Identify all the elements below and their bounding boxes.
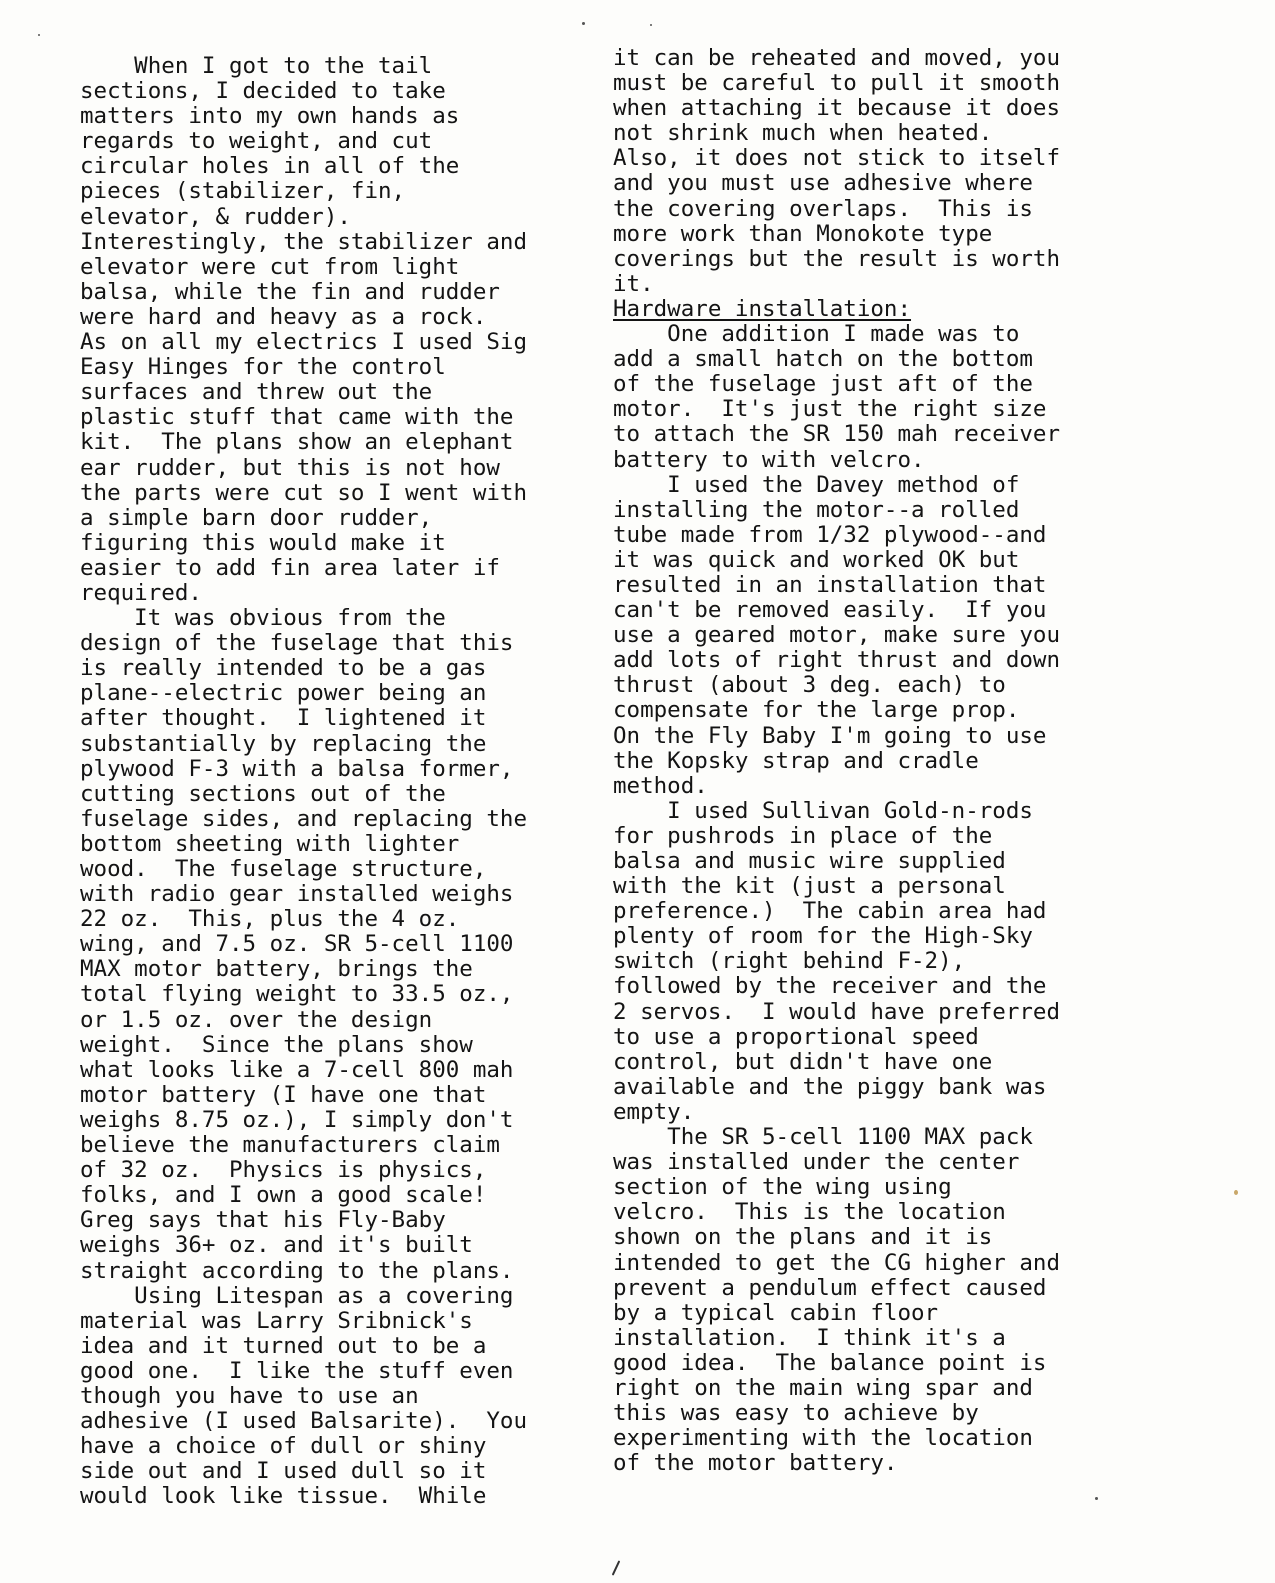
text-line: use a geared motor, make sure you [613,622,1061,649]
text-line: add lots of right thrust and down [613,647,1061,674]
text-line: MAX motor battery, brings the [80,956,473,983]
text-line: available and the piggy bank was [613,1073,1047,1100]
section-heading [613,297,1133,322]
text-line: Using Litespan as a covering [80,1282,514,1309]
text-line: sections, I decided to take [80,78,446,105]
scan-speck [1234,1190,1238,1195]
text-line: cutting sections out of the [80,780,446,807]
text-line: tube made from 1/32 plywood--and [613,521,1047,548]
text-line: plastic stuff that came with the [80,404,514,431]
right-text-column [613,46,1133,1476]
text-line: it. [613,270,654,297]
text-line: plenty of room for the High-Sky [613,923,1033,950]
text-line: total flying weight to 33.5 oz., [80,981,514,1008]
text-line: would look like tissue. While [80,1483,487,1510]
text-line: side out and I used dull so it [80,1458,487,1485]
text-line: matters into my own hands as [80,103,460,130]
text-line: this was easy to achieve by [613,1400,979,1427]
text-line: have a choice of dull or shiny [80,1433,487,1460]
text-line: can't be removed easily. If you [613,597,1047,624]
text-line: believe the manufacturers claim [80,1132,500,1159]
left-text-column [80,54,605,1509]
text-line: weight. Since the plans show [80,1031,473,1058]
text-line: elevator were cut from light [80,253,460,280]
scan-speck [1095,1497,1098,1500]
text-line: with the kit (just a personal [613,873,1006,900]
text-line: with radio gear installed weighs [80,881,514,908]
text-line: required. [80,579,202,606]
scan-speck [38,34,40,36]
text-line: 22 oz. This, plus the 4 oz. [80,906,460,933]
text-line: or 1.5 oz. over the design [80,1006,433,1033]
text-line: substantially by replacing the [80,730,487,757]
text-line: straight according to the plans. [80,1257,514,1284]
text-line: more work than Monokote type [613,220,993,247]
text-line: kit. The plans show an elephant [80,429,514,456]
text-line: for pushrods in place of the [613,822,993,849]
text-line: 2 servos. I would have preferred [613,998,1061,1025]
text-line: fuselage sides, and replacing the [80,805,528,832]
text-line: not shrink much when heated. [613,120,993,147]
text-line: resulted in an installation that [613,571,1047,598]
text-line: control, but didn't have one [613,1048,993,1075]
text-line: motor. It's just the right size [613,396,1047,423]
text-line: to use a proportional speed [613,1023,979,1050]
text-line: folks, and I own a good scale! [80,1182,487,1209]
text-line: Easy Hinges for the control [80,354,446,381]
text-line: weighs 8.75 oz.), I simply don't [80,1106,514,1133]
text-line: after thought. I lightened it [80,705,487,732]
text-line: of the motor battery. [613,1450,898,1477]
text-line: I used Sullivan Gold-n-rods [613,797,1033,824]
text-line: right on the main wing spar and [613,1374,1033,1401]
text-line: elevator, & rudder). [80,203,351,230]
text-line: installation. I think it's a [613,1324,1006,1351]
text-line: of 32 oz. Physics is physics, [80,1157,487,1184]
text-line: intended to get the CG higher and [613,1249,1061,1276]
text-line: design of the fuselage that this [80,630,514,657]
text-line: and you must use adhesive where [613,170,1033,197]
text-line: I used the Davey method of [613,471,1020,498]
text-line: wood. The fuselage structure, [80,856,487,882]
scan-speck [612,1560,621,1575]
text-line: it can be reheated and moved, you [613,45,1061,71]
text-line: bottom sheeting with lighter [80,830,460,857]
text-line: the Kopsky strap and cradle [613,747,979,774]
text-line: When I got to the tail [80,53,433,79]
text-line: pieces (stabilizer, fin, [80,178,406,205]
text-line: were hard and heavy as a rock. [80,303,487,330]
text-line: Greg says that his Fly-Baby [80,1207,446,1234]
text-line: weighs 36+ oz. and it's built [80,1232,473,1259]
text-line: One addition I made was to [613,321,1020,348]
text-line: Also, it does not stick to itself [613,145,1061,172]
text-line: velcro. This is the location [613,1199,1006,1226]
text-line: ear rudder, but this is not how [80,454,500,481]
text-line: easier to add fin area later if [80,554,500,581]
text-line: installing the motor--a rolled [613,496,1020,523]
text-line: thrust (about 3 deg. each) to [613,672,1006,699]
text-line: surfaces and threw out the [80,379,433,406]
text-line: compensate for the large prop. [613,697,1020,724]
text-line: empty. [613,1098,695,1125]
text-line: of the fuselage just aft of the [613,371,1033,398]
text-line: motor battery (I have one that [80,1081,487,1108]
text-line: balsa and music wire supplied [613,848,1006,874]
text-line: good one. I like the stuff even [80,1357,514,1384]
text-line: plywood F-3 with a balsa former, [80,755,514,782]
text-line: The SR 5-cell 1100 MAX pack [613,1124,1033,1151]
text-line: the parts were cut so I went with [80,479,528,506]
text-line: shown on the plans and it is [613,1224,993,1251]
text-line: Interestingly, the stabilizer and [80,228,528,255]
text-line: switch (right behind F-2), [613,948,966,975]
text-line: preference.) The cabin area had [613,898,1047,925]
text-line: adhesive (I used Balsarite). You [80,1408,528,1435]
scan-speck [650,24,652,26]
text-line: a simple barn door rudder, [80,504,433,531]
text-line: add a small hatch on the bottom [613,346,1033,373]
text-line: circular holes in all of the [80,153,460,180]
text-line: must be careful to pull it smooth [613,70,1061,97]
text-line: prevent a pendulum effect caused [613,1274,1047,1301]
text-line: what looks like a 7-cell 800 mah [80,1056,514,1083]
text-line: it was quick and worked OK but [613,546,1020,573]
text-line: experimenting with the location [613,1425,1033,1452]
text-line: coverings but the result is worth [613,245,1061,272]
text-line: to attach the SR 150 mah receiver [613,421,1061,448]
text-line: battery to with velcro. [613,446,925,473]
text-line: though you have to use an [80,1382,419,1409]
text-line: regards to weight, and cut [80,128,433,155]
text-line: balsa, while the fin and rudder [80,278,500,305]
scan-speck [582,22,585,25]
text-line: is really intended to be a gas [80,655,487,682]
section-heading-text: Hardware installation: [613,295,912,322]
text-line: It was obvious from the [80,605,446,632]
text-line: followed by the receiver and the [613,973,1047,1000]
text-line: method. [613,772,708,799]
text-line: figuring this would make it [80,529,446,556]
text-line: section of the wing using [613,1174,952,1201]
text-line: when attaching it because it does [613,95,1061,122]
text-line: material was Larry Sribnick's [80,1307,473,1334]
text-line: good idea. The balance point is [613,1349,1047,1376]
text-line: the covering overlaps. This is [613,195,1033,222]
text-line: On the Fly Baby I'm going to use [613,722,1047,749]
text-line: wing, and 7.5 oz. SR 5-cell 1100 [80,931,514,958]
text-line: idea and it turned out to be a [80,1332,487,1359]
text-line: plane--electric power being an [80,680,487,707]
text-line: by a typical cabin floor [613,1299,939,1326]
text-line: was installed under the center [613,1149,1020,1176]
text-line: As on all my electrics I used Sig [80,329,528,356]
